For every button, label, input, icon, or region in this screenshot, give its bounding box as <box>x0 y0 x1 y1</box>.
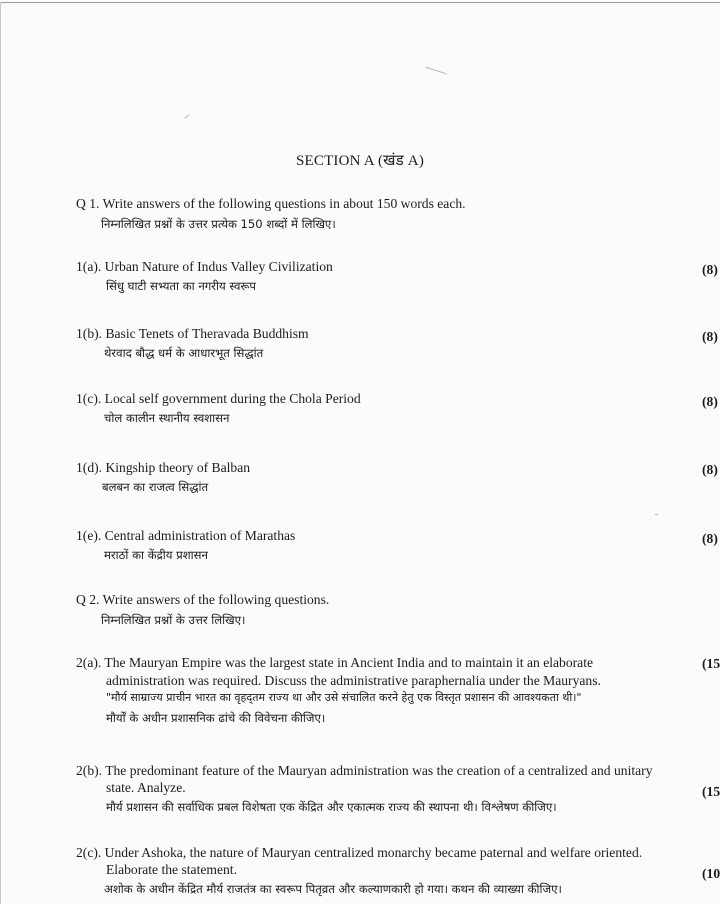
q1a-question: 1(a). Urban Nature of Indus Valley Civilization <box>76 259 333 274</box>
q1e-question: 1(e). Central administration of Marathas <box>76 528 296 543</box>
q1-instruction: Q 1. Write answers of the following questions in about 150 words each. <box>76 196 466 211</box>
q2a-question-line1: 2(a). The Mauryan Empire was the largest state in Ancient India and to maintain it an elaborate <box>76 655 594 670</box>
q1e-question-hindi: मराठों का केंद्रीय प्रशासन <box>104 548 208 562</box>
q2a-question-line2: administration was required. Discuss the administrative paraphernalia under the Mauryans. <box>106 673 601 688</box>
page-left-edge <box>0 2 1 904</box>
q1d-question: 1(d). Kingship theory of Balban <box>76 460 251 475</box>
q2c-question-hindi: अशोक के अधीन केंद्रित मौर्य राजतंत्र का स्वरूप पितृव्रत और कल्याणकारी हो गया। कथन की व्याख्या कीजिए। <box>104 882 562 896</box>
scan-speck <box>655 514 658 515</box>
q1e-marks: (8) <box>702 531 718 546</box>
scan-speck <box>184 114 189 119</box>
q1a-marks: (8) <box>702 262 718 277</box>
q2a-marks: (15 <box>702 656 720 671</box>
q2b-question-line2: state. Analyze. <box>106 780 186 795</box>
page-top-border <box>0 2 720 3</box>
scan-speck <box>425 67 446 75</box>
q2c-question-line1: 2(c). Under Ashoka, the nature of Mauryan centralized monarchy became paternal and welfare oriented. <box>76 845 643 860</box>
q2b-marks: (15 <box>702 784 720 799</box>
q2-instruction: Q 2. Write answers of the following questions. <box>76 592 330 607</box>
q1b-question-hindi: थेरवाद बौद्ध धर्म के आधारभूत सिद्धांत <box>104 346 264 360</box>
q2c-question-line2: Elaborate the statement. <box>106 862 237 877</box>
q1d-marks: (8) <box>702 462 718 477</box>
section-title: SECTION A (खंड A) <box>295 153 425 169</box>
q1d-question-hindi: बलबन का राजत्व सिद्धांत <box>102 480 209 494</box>
q1b-question: 1(b). Basic Tenets of Theravada Buddhism <box>76 326 309 341</box>
q1b-marks: (8) <box>702 329 718 344</box>
q1-instruction-hindi: निम्नलिखित प्रश्नों के उत्तर प्रत्येक 150 शब्दों में लिखिए। <box>101 217 336 231</box>
q2a-question-hindi-line2: मौर्यों के अधीन प्रशासनिक ढांचे की विवेचना कीजिए। <box>106 711 326 725</box>
q2-instruction-hindi: निम्नलिखित प्रश्नों के उत्तर लिखिए। <box>101 613 246 627</box>
q1c-marks: (8) <box>702 394 718 409</box>
q1a-question-hindi: सिंधु घाटी सभ्यता का नगरीय स्वरूप <box>106 279 256 293</box>
q2b-question-hindi: मौर्य प्रशासन की सर्वाधिक प्रबल विशेषता एक केंद्रित और एकात्मक राज्य की स्थापना थी। विश्लेषण कीजिए। <box>106 800 557 814</box>
q1c-question-hindi: चोल कालीन स्थानीय स्वशासन <box>104 411 230 425</box>
q2b-question-line1: 2(b). The predominant feature of the Mauryan administration was the creation of a centralized and unitary <box>76 763 653 778</box>
q1c-question: 1(c). Local self government during the Chola Period <box>76 391 361 406</box>
q2c-marks: (10 <box>702 866 720 881</box>
q2a-question-hindi-line1: "मौर्य साम्राज्य प्राचीन भारत का वृहद्तम राज्य था और उसे संचालित करने हेतु एक विस्तृत प्रशासन की आवश्यकता थी।" <box>106 691 582 704</box>
